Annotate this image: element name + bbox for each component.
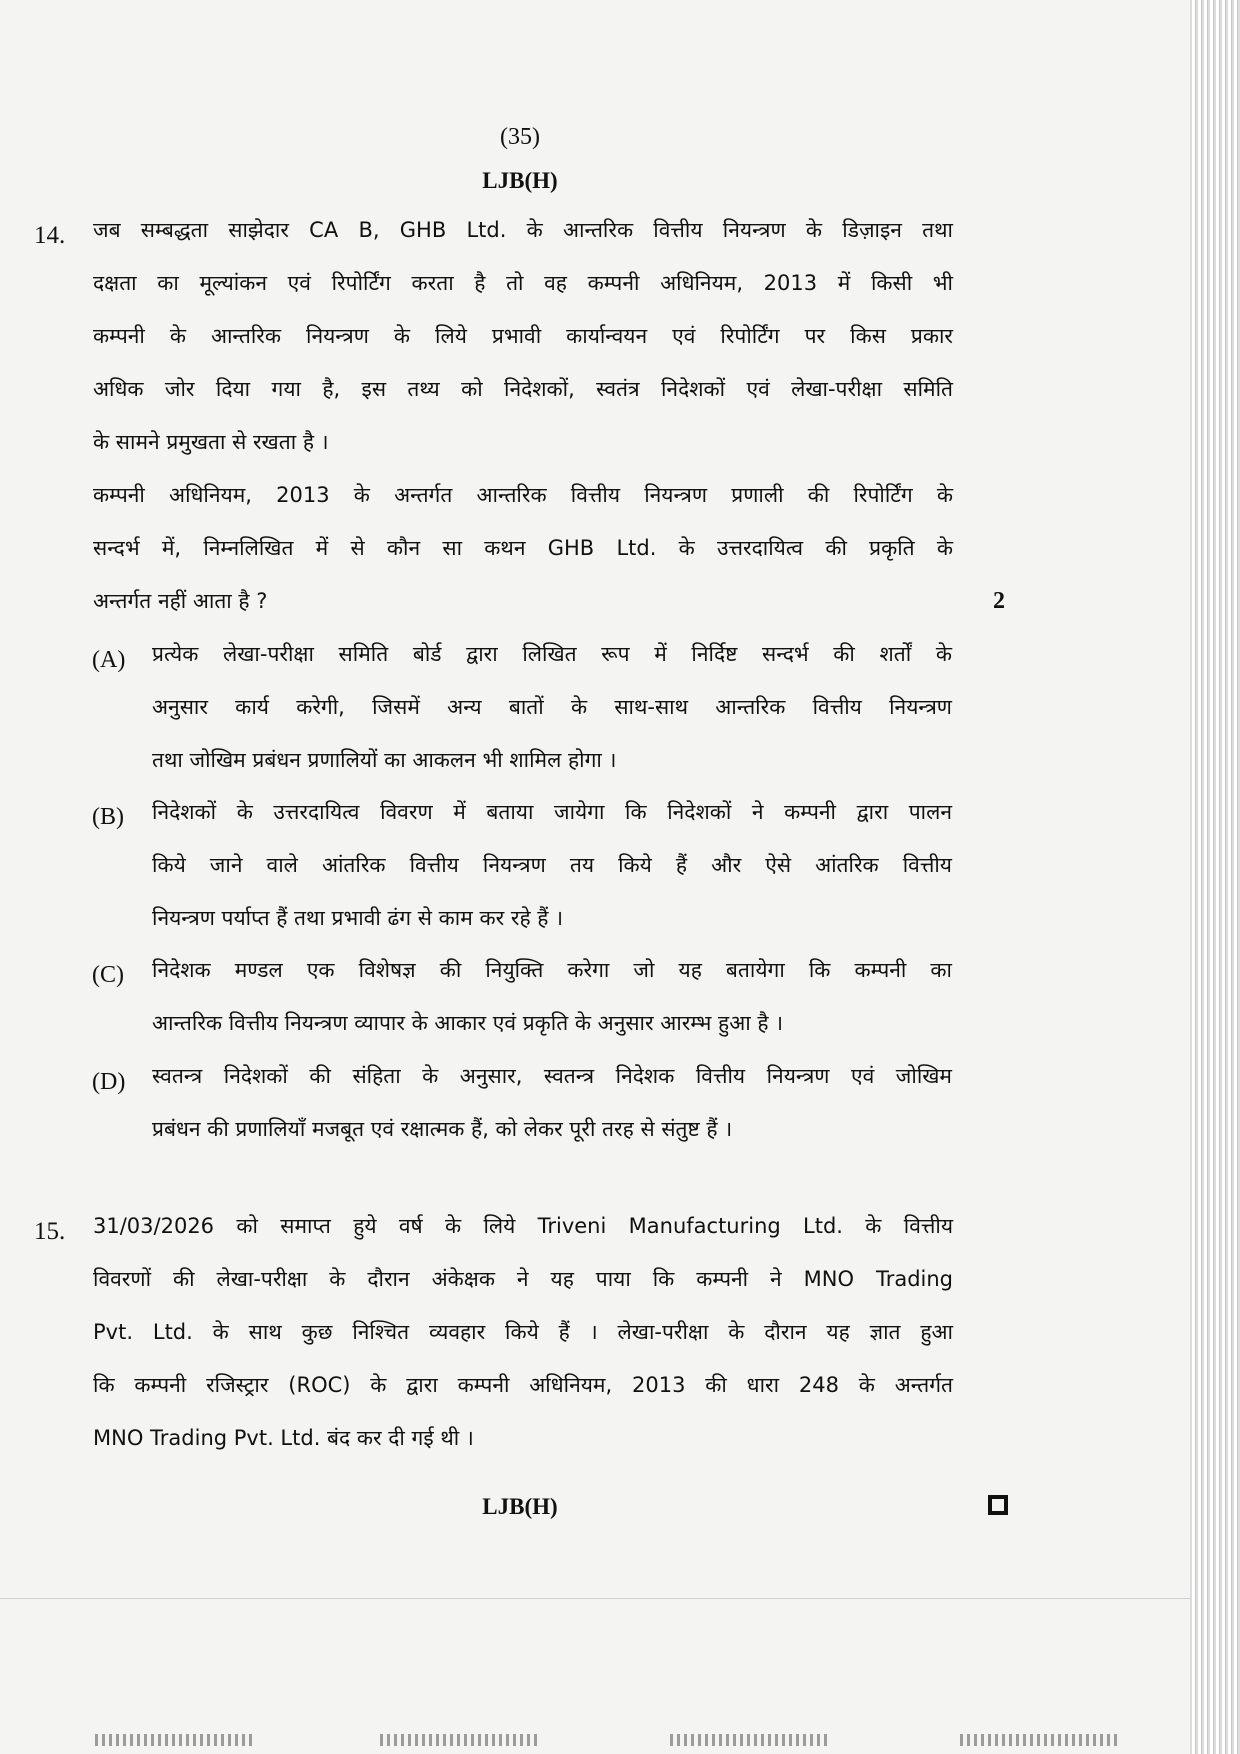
option-b-line: किये जाने वाले आंतरिक वित्तीय नियन्त्रण तय किये हैं और ऐसे आंतरिक वित्तीय xyxy=(152,853,952,877)
option-a-line: तथा जोखिम प्रबंधन प्रणालियों का आकलन भी शामिल होगा । xyxy=(152,748,617,772)
paper-code-header: LJB(H) xyxy=(482,168,558,193)
question-14-marks: 2 xyxy=(993,588,1005,614)
option-c-line: आन्तरिक वित्तीय नियन्त्रण व्यापार के आकार एवं प्रकृति के अनुसार आरम्भ हुआ है । xyxy=(152,1011,784,1035)
question-15-number: 15. xyxy=(34,1218,66,1245)
scan-smudge xyxy=(380,1734,540,1746)
option-d-line: स्वतन्त्र निदेशकों की संहिता के अनुसार, स्वतन्त्र निदेशक वित्तीय नियन्त्रण एवं जोखिम xyxy=(152,1064,952,1088)
option-c-label: (C) xyxy=(92,962,124,988)
binding-edge xyxy=(1190,0,1240,1754)
option-b-line: निदेशकों के उत्तरदायित्व विवरण में बताया जायेगा कि निदेशकों ने कम्पनी द्वारा पालन xyxy=(152,800,952,824)
option-d-line: प्रबंधन की प्रणालियाँ मजबूत एवं रक्षात्मक हैं, को लेकर पूरी तरह से संतुष्ट हैं । xyxy=(152,1117,733,1141)
option-a-label: (A) xyxy=(92,647,126,673)
question-14-line: कम्पनी अधिनियम, 2013 के अन्तर्गत आन्तरिक वित्तीय नियन्त्रण प्रणाली की रिपोर्टिंग के xyxy=(93,483,953,507)
question-14-line: दक्षता का मूल्यांकन एवं रिपोर्टिंग करता है तो वह कम्पनी अधिनियम, 2013 में किसी भी xyxy=(93,271,953,295)
question-15-line: Pvt. Ltd. के साथ कुछ निश्चित व्यवहार किये हैं । लेखा-परीक्षा के दौरान यह ज्ञात हुआ xyxy=(93,1320,953,1344)
option-a-line: प्रत्येक लेखा-परीक्षा समिति बोर्ड द्वारा लिखित रूप में निर्दिष्ट सन्दर्भ की शर्तों के xyxy=(152,642,952,666)
option-b-label: (B) xyxy=(92,804,124,830)
question-15-line: 31/03/2026 को समाप्त हुये वर्ष के लिये Triveni Manufacturing Ltd. के वित्तीय xyxy=(93,1214,953,1238)
question-14-line: सन्दर्भ में, निम्नलिखित में से कौन सा कथन GHB Ltd. के उत्तरदायित्व की प्रकृति के xyxy=(93,536,953,560)
question-14-line: के सामने प्रमुखता से रखता है । xyxy=(93,430,329,454)
question-14-line: अधिक जोर दिया गया है, इस तथ्य को निदेशकों, स्वतंत्र निदेशकों एवं लेखा-परीक्षा समिति xyxy=(93,377,953,401)
question-14-line: कम्पनी के आन्तरिक नियन्त्रण के लिये प्रभावी कार्यान्वयन एवं रिपोर्टिंग पर किस प्रकार xyxy=(93,324,953,348)
scan-smudge xyxy=(960,1734,1120,1746)
option-a-line: अनुसार कार्य करेगी, जिसमें अन्य बातों के साथ-साथ आन्तरिक वित्तीय नियन्त्रण xyxy=(152,695,952,719)
option-b-line: नियन्त्रण पर्याप्त हैं तथा प्रभावी ढंग से काम कर रहे हैं । xyxy=(152,906,564,930)
question-15-line: विवरणों की लेखा-परीक्षा के दौरान अंकेक्षक ने यह पाया कि कम्पनी ने MNO Trading xyxy=(93,1267,953,1291)
question-15-line: MNO Trading Pvt. Ltd. बंद कर दी गई थी । xyxy=(93,1426,474,1450)
square-icon xyxy=(988,1495,1008,1515)
option-c-line: निदेशक मण्डल एक विशेषज्ञ की नियुक्ति करेगा जो यह बतायेगा कि कम्पनी का xyxy=(152,958,952,982)
option-d-label: (D) xyxy=(92,1069,126,1095)
question-14-line: जब सम्बद्धता साझेदार CA B, GHB Ltd. के आन्तरिक वित्तीय नियन्त्रण के डिज़ाइन तथा xyxy=(93,218,953,242)
paper-code-footer: LJB(H) xyxy=(482,1494,558,1519)
scan-smudge xyxy=(95,1734,255,1746)
question-15-line: कि कम्पनी रजिस्ट्रार (ROC) के द्वारा कम्पनी अधिनियम, 2013 की धारा 248 के अन्तर्गत xyxy=(93,1373,953,1397)
scan-smudge xyxy=(670,1734,830,1746)
page-edge-line xyxy=(0,1598,1190,1599)
question-14-number: 14. xyxy=(34,222,66,249)
page-number: (35) xyxy=(500,124,540,150)
question-14-line: अन्तर्गत नहीं आता है ? xyxy=(93,589,268,613)
